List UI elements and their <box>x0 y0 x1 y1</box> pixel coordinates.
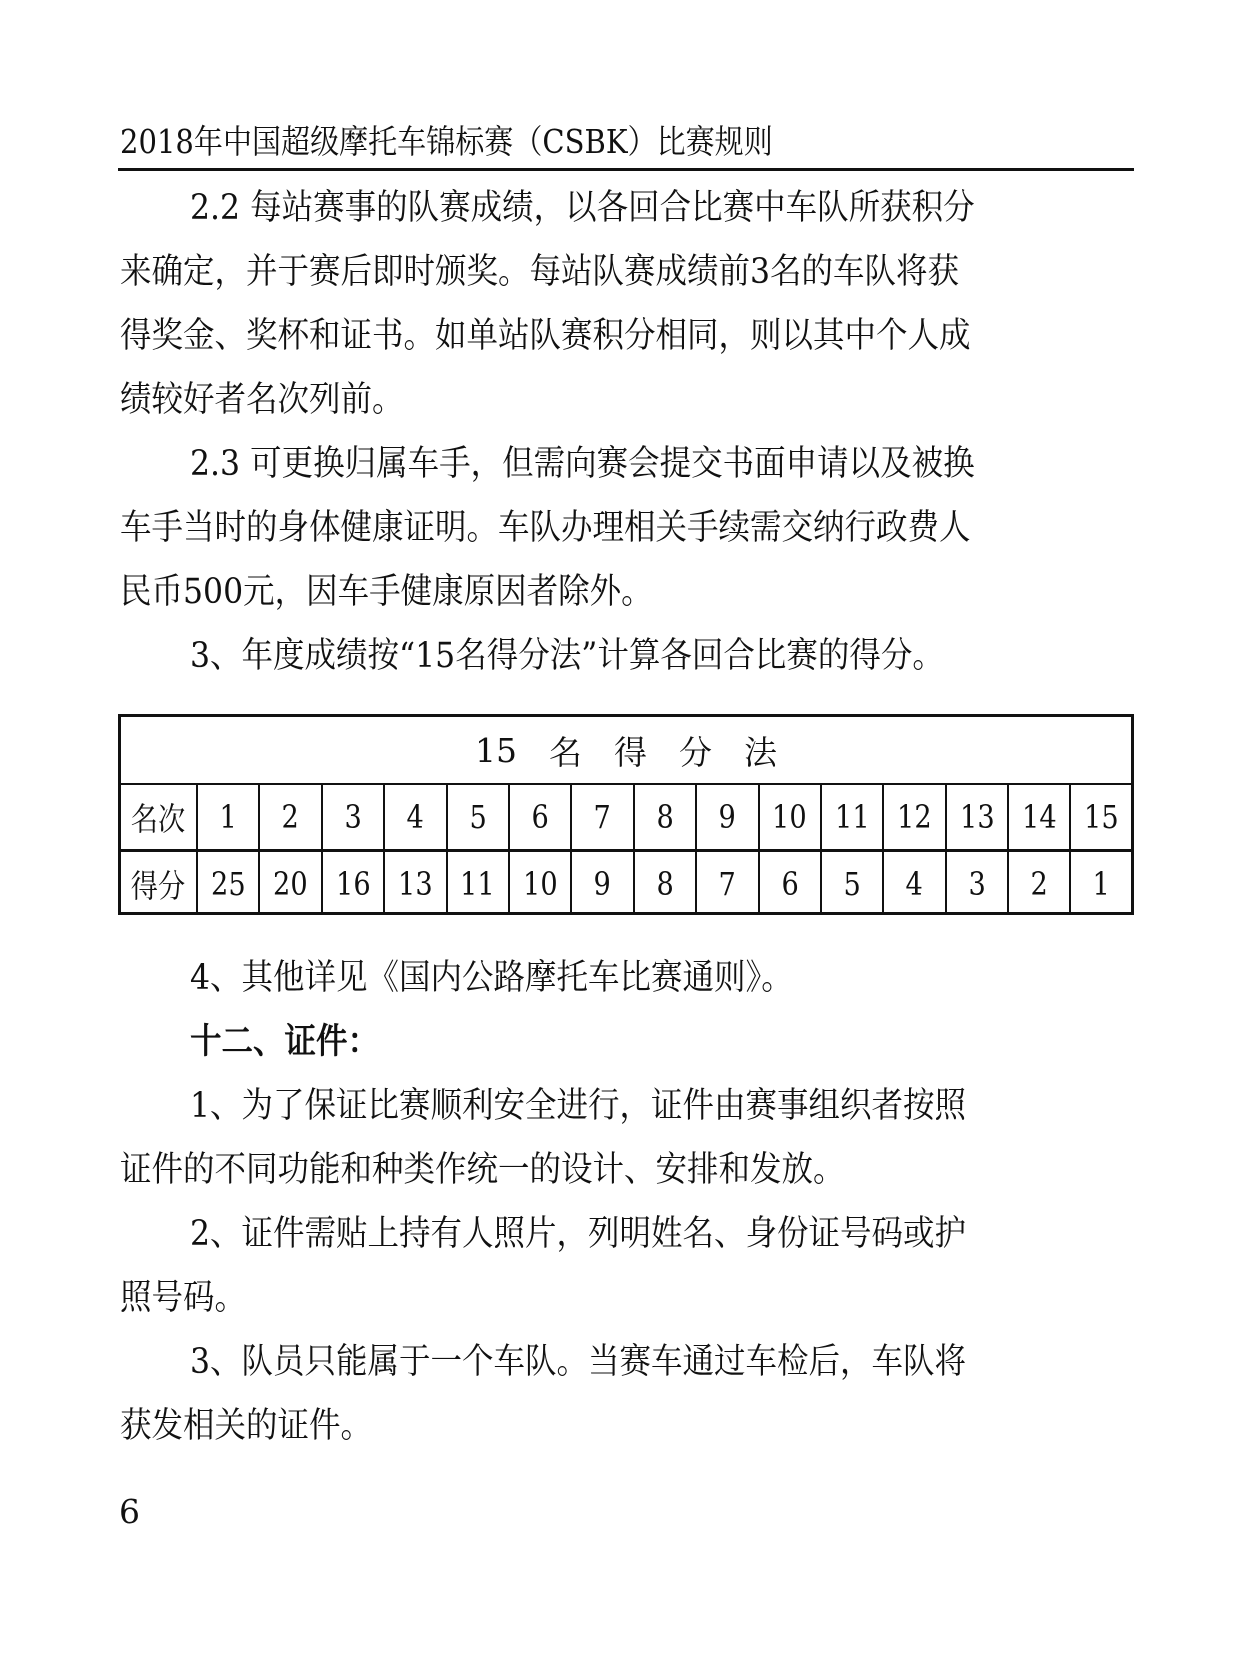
document-title: 2018年中国超级摩托车锦标赛（CSBK）比赛规则 <box>120 122 773 161</box>
rank-value: 13 <box>959 797 995 836</box>
table-cell <box>385 784 447 849</box>
rank-value: 12 <box>897 797 932 836</box>
points-value: 9 <box>593 864 612 903</box>
paragraph-4-line-1: 4、其他详见《国内公路摩托车比赛通则》。 <box>190 958 793 998</box>
points-value: 10 <box>522 864 558 903</box>
table-cell <box>510 784 572 849</box>
scoring-table-title-part: 15 <box>475 730 517 770</box>
table-cell <box>1009 784 1071 849</box>
table-cell <box>323 784 385 849</box>
table-cell <box>697 784 759 849</box>
table-cell <box>822 784 884 849</box>
paragraph-3-line-1: 3、年度成绩按“15名得分法”计算各回合比赛的得分。 <box>190 636 944 676</box>
table-cell <box>260 784 322 849</box>
table-cell <box>385 852 447 915</box>
scoring-table-title <box>121 717 1131 785</box>
table-cell <box>947 784 1009 849</box>
rank-value: 3 <box>344 797 362 836</box>
paragraph-2-2-line-3: 得奖金、奖杯和证书。如单站队赛积分相同，则以其中个人成 <box>120 316 971 356</box>
points-value: 11 <box>460 864 496 903</box>
table-cell <box>697 852 759 915</box>
table-cell <box>635 852 697 915</box>
table-cell <box>572 852 634 915</box>
rank-value: 5 <box>469 797 487 836</box>
paragraph-2-3-line-2: 车手当时的身体健康证明。车队办理相关手续需交纳行政费人 <box>120 508 971 548</box>
points-label: 得分 <box>131 866 186 905</box>
table-cell <box>822 852 884 915</box>
page-header <box>118 118 1134 170</box>
points-value: 6 <box>781 864 799 903</box>
credentials-item-2-line-2: 照号码。 <box>120 1278 247 1318</box>
points-value: 25 <box>210 864 246 903</box>
rank-value: 1 <box>219 797 237 836</box>
table-cell <box>947 852 1009 915</box>
table-cell <box>572 784 634 849</box>
table-cell <box>884 784 946 849</box>
scoring-table-title-part: 法 <box>744 732 777 772</box>
page-number: 6 <box>119 1492 140 1531</box>
rank-label: 名次 <box>131 799 186 838</box>
rank-value: 10 <box>772 797 808 836</box>
table-cell <box>760 784 822 849</box>
table-cell <box>260 852 322 915</box>
rank-value: 6 <box>531 797 549 836</box>
table-cell <box>760 852 822 915</box>
scoring-table-title-part: 分 <box>679 732 712 772</box>
header-rule-divider <box>118 168 1134 171</box>
table-cell <box>198 852 260 915</box>
section-heading-credentials: 十二、证件： <box>190 1021 380 1062</box>
points-value: 20 <box>273 864 308 903</box>
rank-value: 7 <box>593 797 612 836</box>
table-cell <box>323 852 385 915</box>
points-value: 8 <box>656 864 674 903</box>
points-value: 13 <box>398 864 433 903</box>
rank-value: 4 <box>406 797 425 836</box>
credentials-item-2-line-1: 2、证件需贴上持有人照片，列明姓名、身份证号码或护 <box>190 1214 967 1254</box>
scoring-table <box>118 714 1134 915</box>
credentials-item-1-line-1: 1、为了保证比赛顺利安全进行，证件由赛事组织者按照 <box>190 1086 967 1126</box>
points-value: 7 <box>718 864 736 903</box>
table-cell <box>1071 852 1131 915</box>
rank-value: 11 <box>834 797 870 836</box>
points-value: 2 <box>1030 864 1048 903</box>
table-row-label <box>121 852 198 915</box>
table-row-label <box>121 784 198 849</box>
points-value: 1 <box>1092 864 1110 903</box>
scoring-table-title-part: 得 <box>614 732 647 772</box>
credentials-item-3-line-2: 获发相关的证件。 <box>120 1406 373 1446</box>
table-cell <box>448 784 510 849</box>
scoring-table-title-part: 名 <box>549 732 582 772</box>
table-cell <box>510 852 572 915</box>
rank-value: 2 <box>281 797 300 836</box>
rank-value: 9 <box>718 797 736 836</box>
points-value: 3 <box>968 864 986 903</box>
points-value: 5 <box>843 864 861 903</box>
credentials-item-3-line-1: 3、队员只能属于一个车队。当赛车通过车检后，车队将 <box>190 1342 967 1382</box>
rank-value: 15 <box>1083 797 1119 836</box>
table-row-rank <box>121 784 1131 852</box>
table-cell <box>1071 784 1131 849</box>
rank-value: 8 <box>656 797 674 836</box>
table-row-points <box>121 852 1131 915</box>
paragraph-2-2-line-1: 2.2 每站赛事的队赛成绩，以各回合比赛中车队所获积分 <box>190 188 975 228</box>
points-value: 4 <box>905 864 924 903</box>
table-cell <box>635 784 697 849</box>
paragraph-2-3-line-3: 民币500元，因车手健康原因者除外。 <box>120 572 653 612</box>
table-cell <box>1009 852 1071 915</box>
paragraph-2-2-line-4: 绩较好者名次列前。 <box>120 380 404 420</box>
table-cell <box>198 784 260 849</box>
table-cell <box>448 852 510 915</box>
points-value: 16 <box>335 864 371 903</box>
table-cell <box>884 852 946 915</box>
paragraph-2-3-line-1: 2.3 可更换归属车手，但需向赛会提交书面申请以及被换 <box>190 444 975 484</box>
credentials-item-1-line-2: 证件的不同功能和种类作统一的设计、安排和发放。 <box>120 1150 845 1190</box>
rank-value: 14 <box>1021 797 1057 836</box>
paragraph-2-2-line-2: 来确定，并于赛后即时颁奖。每站队赛成绩前3名的车队将获 <box>120 252 960 292</box>
